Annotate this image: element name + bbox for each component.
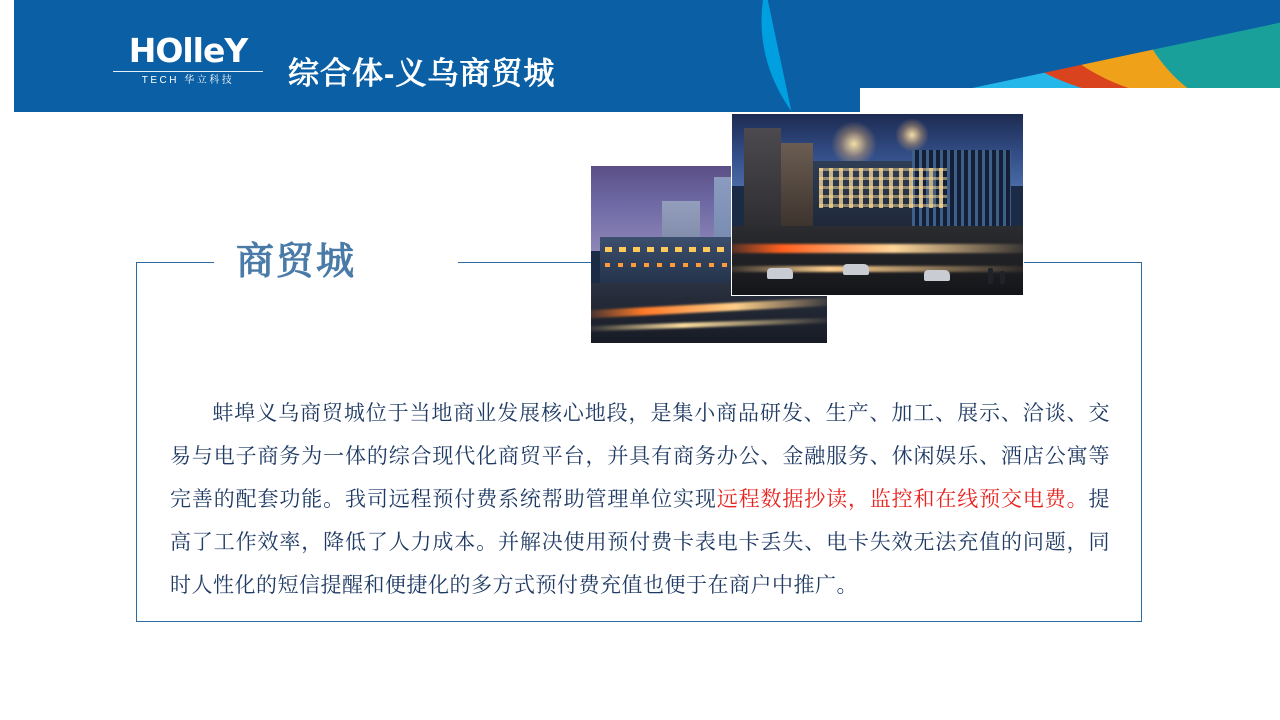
- firework-icon: [895, 118, 929, 152]
- photo-tower-left-second: [781, 143, 813, 230]
- paragraph-part-1: 蚌埠义乌商贸城位于当地商业发展核心地段，是集小商品研发、生产、加工、展示、洽谈、交易与电子商务为一体的综合现代化商贸平台，并具有商务办公、金融服务、休闲娱乐、酒店公寓等完善的配套功能。我司远程预付费系统帮助管理单位实现: [170, 402, 1110, 511]
- street-night-photo: [731, 113, 1024, 296]
- slide-header: [0, 0, 1280, 112]
- photo-car: [843, 264, 869, 275]
- photo-windows: [819, 168, 947, 208]
- decorative-mask-bottom: [860, 88, 1280, 112]
- body-paragraph: [170, 392, 1110, 607]
- logo-subtext: TECH 华立科技: [141, 75, 235, 86]
- holley-logo: [108, 31, 268, 87]
- photo-car: [767, 268, 793, 279]
- photo-pedestrian: [1000, 271, 1005, 284]
- photo-pedestrian: [988, 268, 993, 284]
- logo-wordmark: HOlleY: [128, 31, 248, 70]
- paragraph-highlight: 远程数据抄读，监控和在线预交电费。: [716, 488, 1089, 511]
- photo-light-trail: [731, 244, 1024, 253]
- section-title: 商贸城: [236, 241, 357, 283]
- photo-tower-left: [744, 128, 782, 229]
- photo-car: [924, 270, 950, 281]
- paragraph-part-2: 提高了工作效率，降低了人力成本。并解决使用预付费卡表电卡丢失、电卡失效无法充值的问题，同时人性化的短信提醒和便捷化的多方式预付费充值也便于在商户中推广。: [170, 488, 1111, 597]
- photo-ground: [732, 226, 1023, 295]
- header-left-edge: [0, 0, 14, 112]
- page-title: 综合体-义乌商贸城: [288, 56, 556, 91]
- logo-divider: [113, 71, 263, 72]
